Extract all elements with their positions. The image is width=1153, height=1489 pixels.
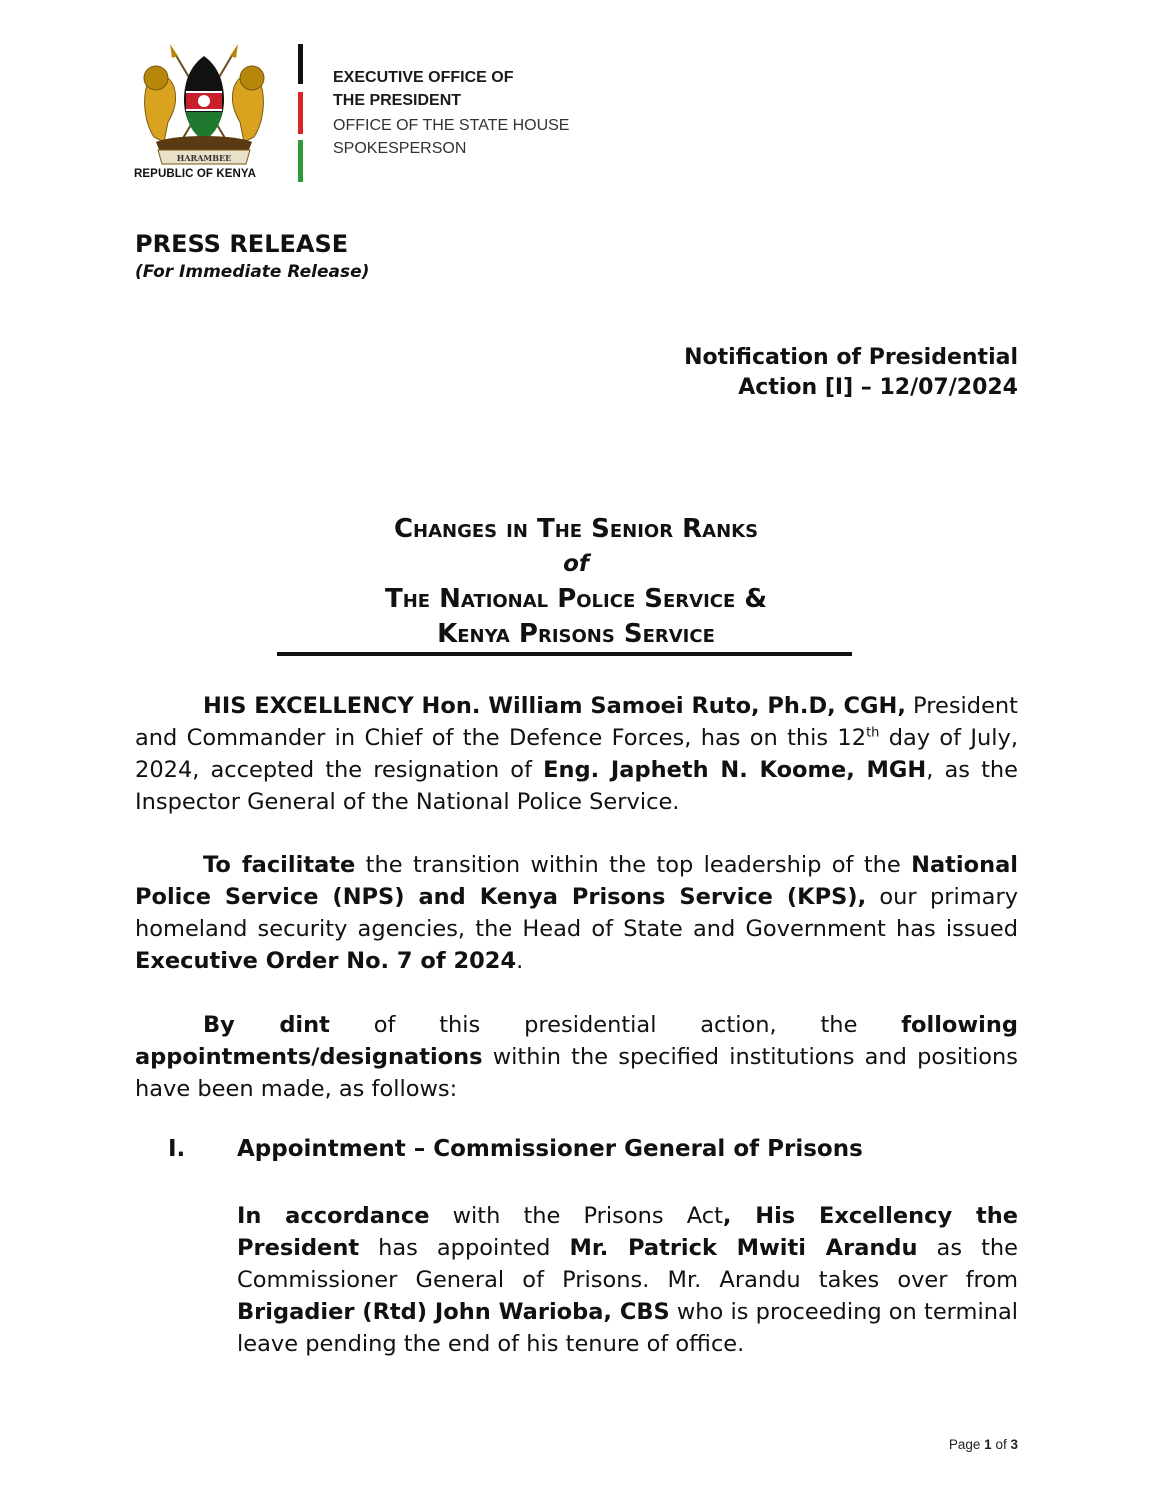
p1-text-3: , as the Inspector General of the National Police Service. xyxy=(135,757,1018,815)
p1-sup: th xyxy=(866,725,880,741)
flag-black-segment xyxy=(298,44,303,84)
p2-text-3: . xyxy=(516,948,524,974)
p4-bold-2: , His Excellency the President xyxy=(237,1203,1018,1261)
p1-text-1: President and Commander in Chief of the Defence Forces, has on this 12 xyxy=(135,693,1018,751)
p3-text-1: of this presidential action, the xyxy=(329,1012,902,1038)
p4-bold-3: Mr. Patrick Mwiti Arandu xyxy=(569,1235,918,1261)
p3-bold-2: following appointments/designations xyxy=(135,1012,1018,1070)
p4-text-1: with the Prisons Act xyxy=(429,1203,723,1229)
notification-reference xyxy=(684,343,1018,403)
p2-bold-3: Executive Order No. 7 of 2024 xyxy=(135,948,517,974)
heading-line-4: Kenya Prisons Service xyxy=(437,619,715,649)
paragraph-commissioner-appointment xyxy=(237,1200,1018,1360)
paragraph-transition xyxy=(135,849,1018,977)
page-number xyxy=(949,1437,1018,1452)
notification-line-2: Action [I] – 12/07/2024 xyxy=(738,375,1018,400)
flag-green-segment xyxy=(298,140,303,182)
press-release-title: PRESS RELEASE xyxy=(135,230,349,258)
page-current: 1 xyxy=(984,1437,992,1452)
p2-text-1: the transition within the top leadership of the xyxy=(355,852,912,878)
page-of: of xyxy=(995,1437,1007,1452)
coat-motto: HARAMBEE xyxy=(176,153,232,163)
p4-bold-4: Brigadier (Rtd) John Warioba, CBS xyxy=(237,1299,670,1325)
office-line-4: SPOKESPERSON xyxy=(333,139,467,157)
notification-line-1: Notification of Presidential xyxy=(684,345,1018,370)
p3-bold-1: By dint xyxy=(203,1012,330,1038)
p4-text-2: has appointed xyxy=(359,1235,570,1261)
p4-bold-1: In accordance xyxy=(237,1203,430,1229)
paragraph-appointments xyxy=(135,1009,1018,1105)
section-number: I. xyxy=(168,1136,186,1162)
office-line-3: OFFICE OF THE STATE HOUSE xyxy=(333,117,570,134)
p3-text-2: within the specified institutions and positions have been made, as follows: xyxy=(135,1044,1018,1102)
p2-bold-2: National Police Service (NPS) and Kenya Prisons Service (KPS), xyxy=(135,852,1018,910)
kenya-coat-of-arms-logo xyxy=(134,42,274,187)
p2-text-2: our primary homeland security agencies, the Head of State and Government has issued xyxy=(135,884,1019,942)
paragraph-resignation xyxy=(135,690,1018,818)
document-heading xyxy=(200,512,952,652)
p4-text-3: as the Commissioner General of Prisons. Mr. Arandu takes over from xyxy=(237,1235,1018,1293)
flag-red-segment xyxy=(298,92,303,134)
p1-bold-1: HIS EXCELLENCY Hon. William Samoei Ruto, Ph.D, CGH, xyxy=(203,693,906,719)
p2-bold-1: To facilitate xyxy=(203,852,356,878)
p1-text-2: day of July, 2024, accepted the resignation of xyxy=(135,725,1018,783)
heading-line-1: Changes in The Senior Ranks xyxy=(393,514,759,544)
office-line-2: THE PRESIDENT xyxy=(333,91,462,109)
press-release-subtitle: (For Immediate Release) xyxy=(135,262,370,282)
page-label: Page xyxy=(948,1437,981,1452)
coat-caption: REPUBLIC OF KENYA xyxy=(134,168,257,180)
office-line-1: EXECUTIVE OFFICE OF xyxy=(333,69,514,86)
heading-underline xyxy=(277,652,852,656)
section-title: Appointment – Commissioner General of Prisons xyxy=(237,1136,863,1162)
heading-line-2: of xyxy=(563,551,589,577)
heading-line-3: The National Police Service & xyxy=(384,584,768,614)
p4-text-4: who is proceeding on terminal leave pending the end of his tenure of office. xyxy=(237,1299,1018,1357)
page-total: 3 xyxy=(1010,1437,1018,1452)
p1-bold-2: Eng. Japheth N. Koome, MGH xyxy=(543,757,927,783)
flag-color-bar xyxy=(298,44,303,182)
office-header xyxy=(333,67,569,160)
